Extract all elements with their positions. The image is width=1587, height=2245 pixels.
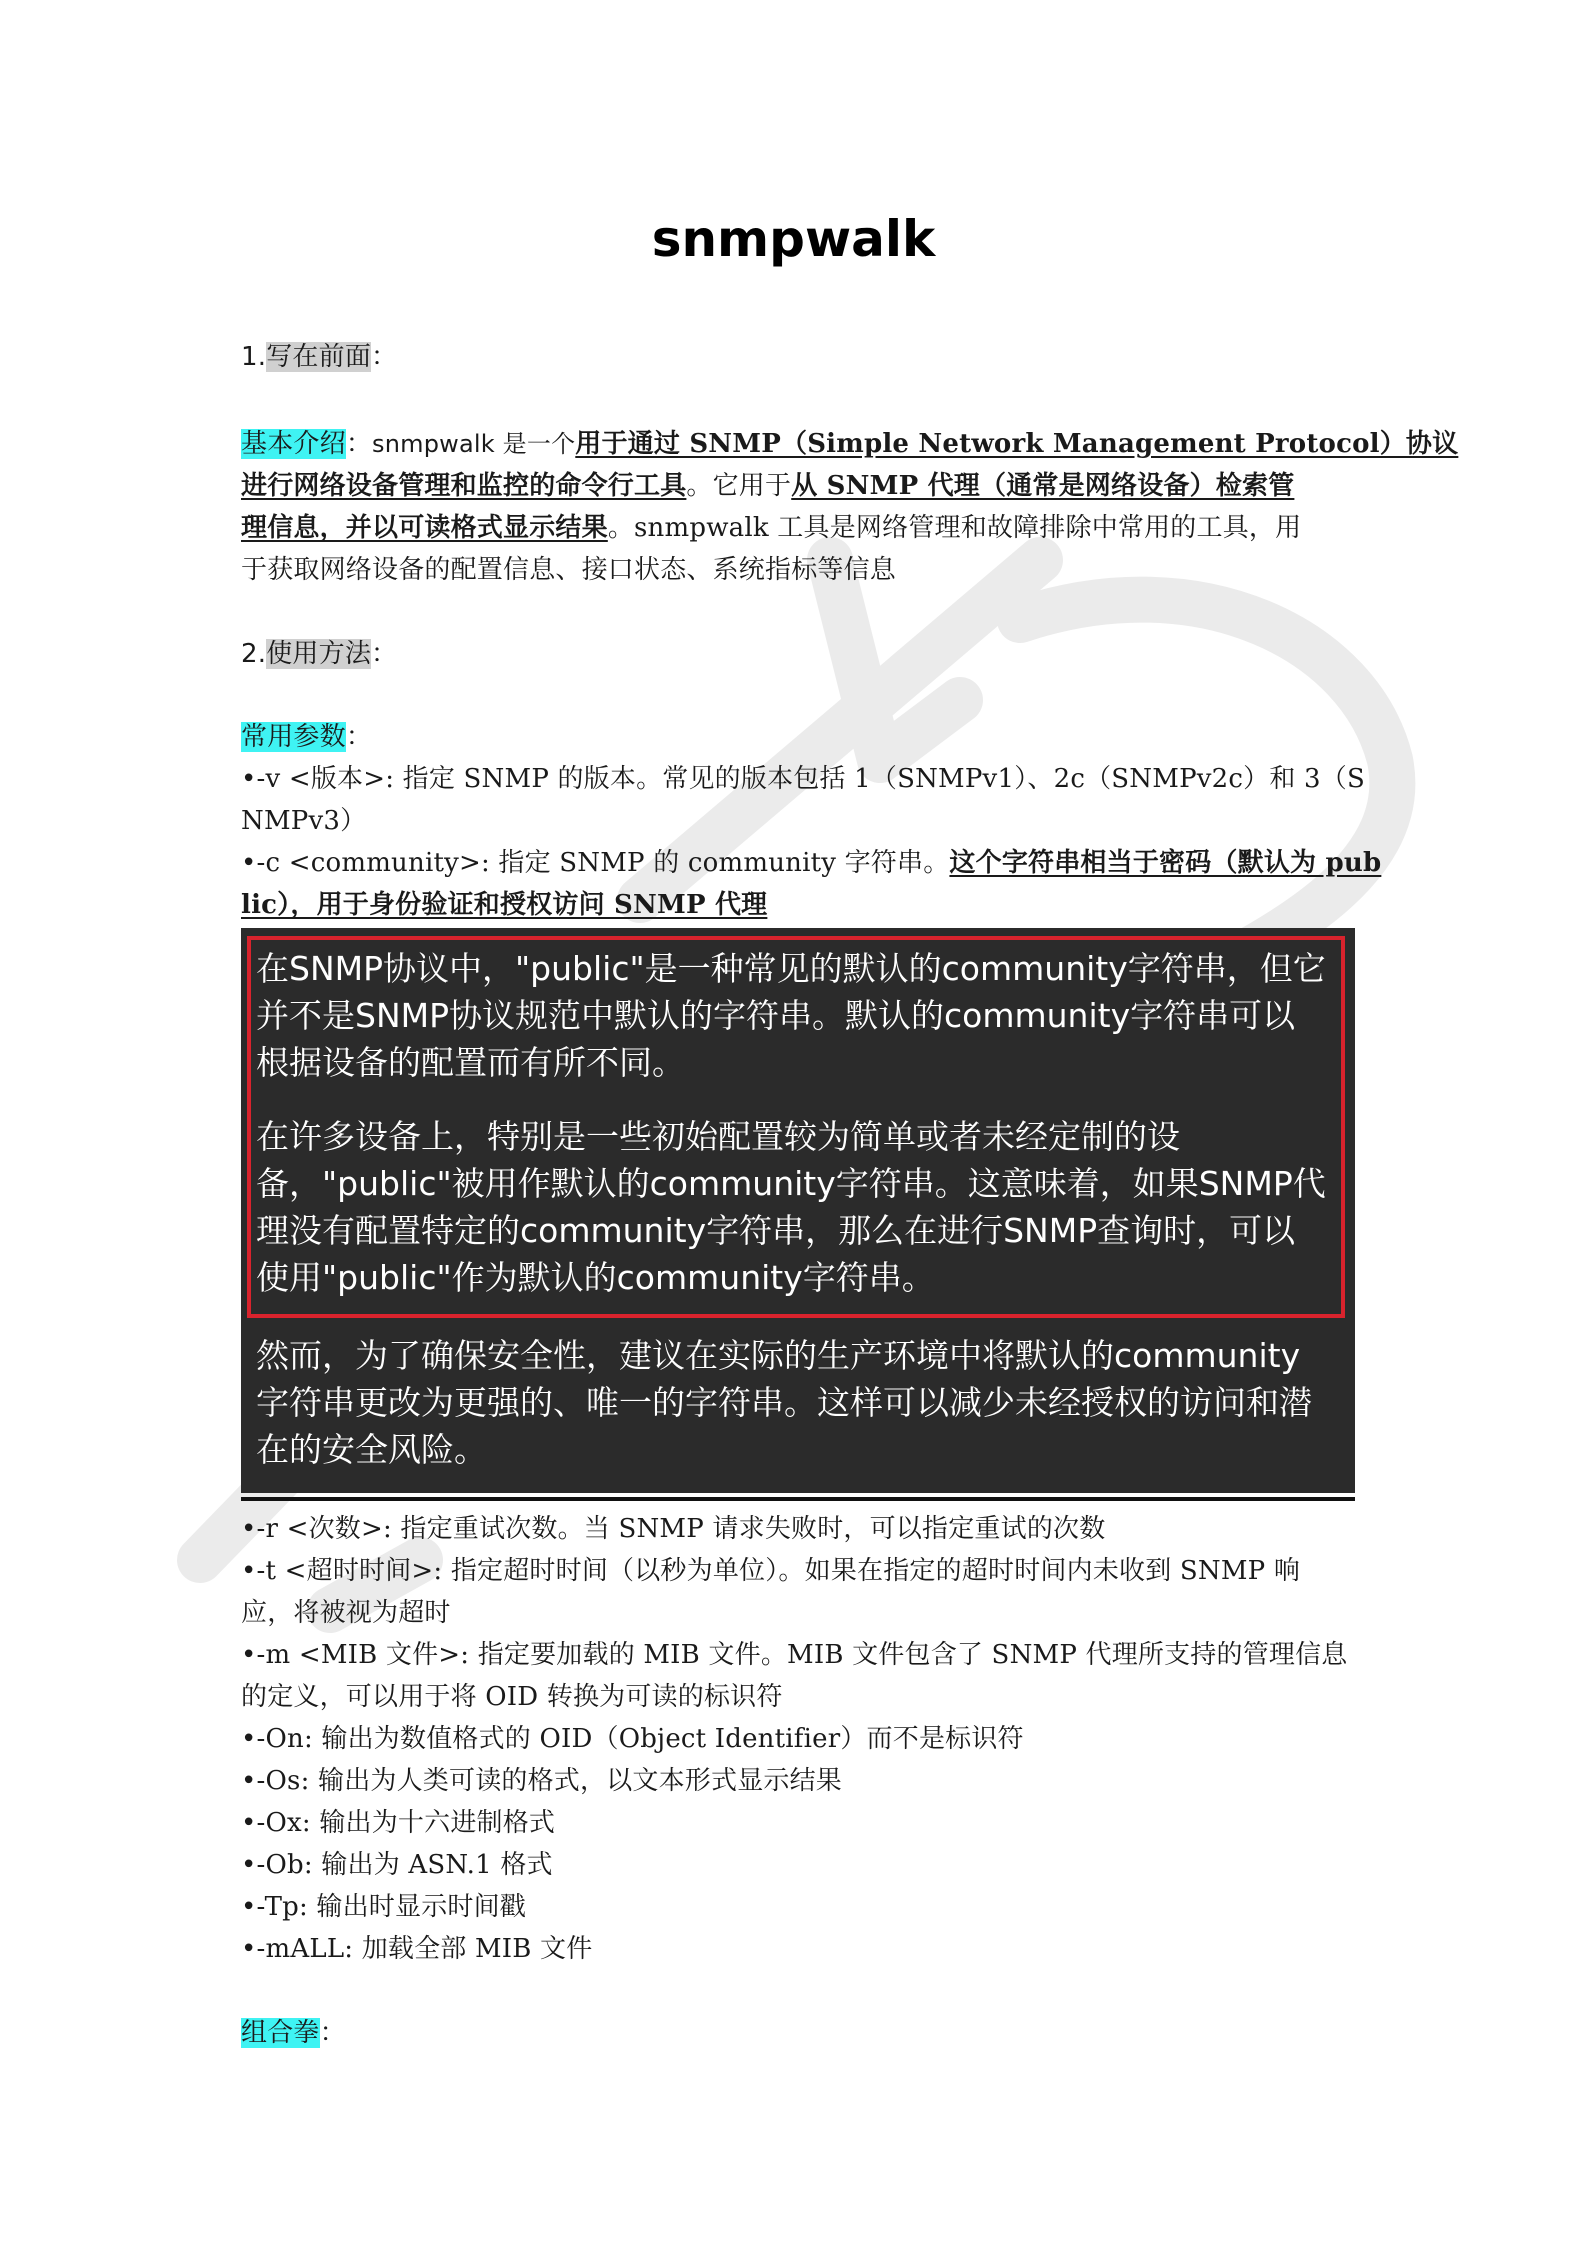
intro-line-3 — [241, 507, 1361, 549]
option-line: •-Os: 输出为人类可读的格式，以文本形式显示结果 — [241, 1766, 843, 1796]
screenshot-p3-line-2: 字符串更改为更强的、唯一的字符串。这样可以减少未经授权的访问和潜 — [256, 1383, 1312, 1422]
section-2-heading — [241, 633, 1361, 675]
option-line: •-r <次数>: 指定重试次数。当 SNMP 请求失败时，可以指定重试的次数 — [241, 1514, 1106, 1544]
option-line: 的定义，可以用于将 OID 转换为可读的标识符 — [241, 1682, 783, 1712]
intro-text-1a: snmpwalk 是一个 — [372, 430, 576, 458]
intro-label: 基本介绍 — [241, 429, 346, 459]
section-1-number: 1. — [241, 342, 267, 372]
params-label: 常用参数 — [241, 722, 346, 752]
params-heading — [241, 716, 1361, 758]
screenshot-p1-line-3: 根据设备的配置而有所不同。 — [256, 1043, 685, 1082]
intro-text-2b: 。它用于 — [686, 471, 792, 501]
param-c-line-1 — [241, 842, 1382, 884]
screenshot-p2-line-2: 备，"public"被用作默认的community字符串。这意味着，如果SNMP代 — [256, 1164, 1326, 1203]
option-line: •-m <MIB 文件>: 指定要加载的 MIB 文件。MIB 文件包含了 SNMP 代理所支持的管理信息 — [241, 1640, 1348, 1670]
param-c-text-2: lic），用于身份验证和授权访问 SNMP 代理 — [241, 890, 768, 920]
intro-text-2a: 进行网络设备管理和监控的命令行工具 — [241, 471, 687, 501]
screenshot-p1-line-2: 并不是SNMP协议规范中默认的字符串。默认的community字符串可以 — [256, 996, 1296, 1035]
param-c-line-2 — [241, 884, 1361, 926]
intro-colon: ： — [345, 429, 373, 459]
section-2-label: 使用方法 — [266, 639, 372, 669]
option-line: •-t <超时时间>: 指定超时时间（以秒为单位）。如果在指定的超时时间内未收到 SNMP 响 — [241, 1556, 1301, 1586]
intro-text-1b: 用于通过 SNMP（Simple Network Management Protocol）协议 — [575, 429, 1459, 459]
intro-text-3b: 。snmpwalk 工具是网络管理和故障排除中常用的工具，用 — [607, 513, 1302, 543]
option-line: 应，将被视为超时 — [241, 1598, 451, 1628]
param-c-text-b: 这个字符串相当于密码（默认为 pub — [949, 848, 1382, 878]
param-v-line-2: NMPv3） — [241, 806, 367, 836]
page-title: snmpwalk — [651, 210, 936, 268]
section-1-heading — [241, 336, 1361, 378]
intro-text-3a: 理信息，并以可读格式显示结果 — [241, 513, 608, 543]
section-2-number: 2. — [241, 639, 267, 669]
option-line: •-mALL: 加载全部 MIB 文件 — [241, 1934, 593, 1964]
section-1-label: 写在前面 — [266, 342, 372, 372]
params-colon: ： — [345, 722, 373, 752]
screenshot-p3-line-1: 然而，为了确保安全性，建议在实际的生产环境中将默认的community — [256, 1336, 1301, 1375]
option-line: •-Ox: 输出为十六进制格式 — [241, 1808, 556, 1838]
screenshot-p1-line-1: 在SNMP协议中，"public"是一种常见的默认的community字符串，但它 — [256, 949, 1326, 988]
screenshot-p2-line-3: 理没有配置特定的community字符串，那么在进行SNMP查询时，可以 — [256, 1211, 1296, 1250]
screenshot-p2-line-4: 使用"public"作为默认的community字符串。 — [256, 1258, 935, 1297]
intro-line-1 — [241, 423, 1459, 465]
param-v-line-1: •-v <版本>: 指定 SNMP 的版本。常见的版本包括 1（SNMPv1）、2c（SNMPv2c）和 3（S — [241, 764, 1365, 794]
section-2-colon: ： — [371, 639, 398, 669]
screenshot-p2-line-1: 在许多设备上，特别是一些初始配置较为简单或者未经定制的设 — [256, 1117, 1180, 1156]
param-c-text-a: •-c <community>: 指定 SNMP 的 community 字符串。 — [241, 848, 950, 878]
intro-line-4: 于获取网络设备的配置信息、接口状态、系统指标等信息 — [241, 555, 897, 585]
option-line: •-Tp: 输出时显示时间戳 — [241, 1892, 527, 1922]
screenshot-p3-line-3: 在的安全风险。 — [256, 1430, 487, 1469]
panel-bottom-rule — [241, 1497, 1355, 1501]
combo-label: 组合拳 — [241, 2018, 320, 2048]
option-line: •-On: 输出为数值格式的 OID（Object Identifier）而不是标识符 — [241, 1724, 1024, 1754]
option-line: •-Ob: 输出为 ASN.1 格式 — [241, 1850, 553, 1880]
combo-colon: ： — [319, 2018, 346, 2048]
combo-heading — [241, 2012, 1361, 2054]
intro-text-2c: 从 SNMP 代理（通常是网络设备）检索管 — [791, 471, 1295, 501]
section-1-colon: ： — [371, 342, 398, 372]
intro-line-2 — [241, 465, 1361, 507]
